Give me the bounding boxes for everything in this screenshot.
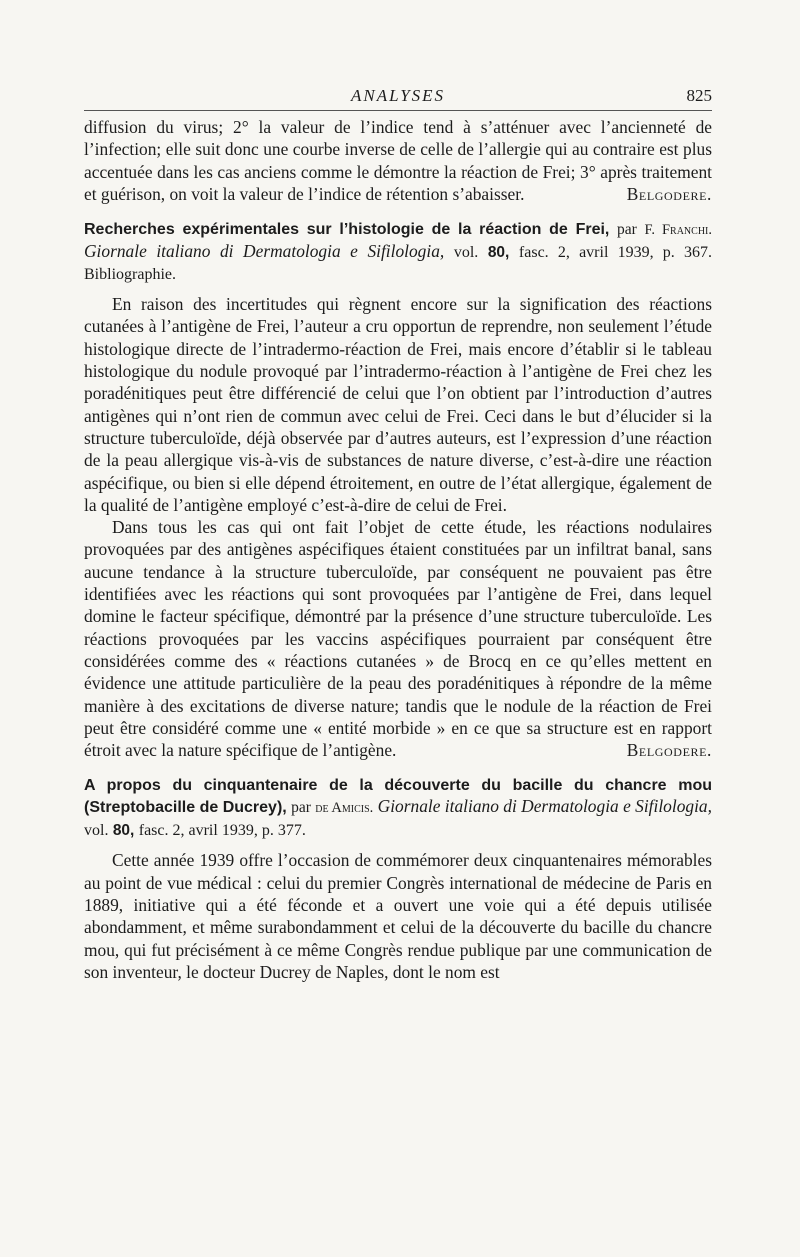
review-1-text: diffusion du virus; 2° la valeur de l’indice tend à s’atténuer avec l’ancienneté de l’infection; elle suit donc une courbe inverse de celle de l’allergie qui au contraire est plus accentuée dans les cas anciens comme le démontre la réaction de Frei; 3° après traitement et guérison, on voit la valeur de l’indice de rétention s’abaisser. (84, 117, 712, 204)
review-1-body (84, 116, 712, 205)
running-header (84, 86, 712, 110)
review-1-signature: Belgodere. (626, 183, 712, 204)
review-2-vol-label: vol. (453, 244, 479, 262)
header-rule (84, 110, 712, 111)
running-title: ANALYSES (350, 86, 446, 105)
review-2-by: par (617, 221, 637, 239)
review-3-vol-number: 80, (112, 822, 135, 840)
review-3-heading (84, 774, 712, 841)
review-2-journal: Giornale italiano di Dermatologia e Sifilologia, (84, 241, 445, 262)
review-2-heading (84, 218, 712, 285)
review-2-title: Recherches expérimentales sur l’histologie de la réaction de Frei, (84, 221, 610, 239)
review-3-journal: Giornale italiano di Dermatologia e Sifilologia, (377, 796, 712, 817)
review-3-paragraph: Cette année 1939 offre l’occasion de commémorer deux cinquantenaires mémorables au point de vue médical : celui du premier Congrès international de médecine de Paris en 1889, initiative qui a été féconde et a ouvert une voie qui a été depuis utilisée abondamment, et même surabondamment et celui de la découverte du bacille du chancre mou, qui fut précisément à ce même Congrès rendue publique par une communication de son inventeur, le docteur Ducrey de Naples, dont le nom est (84, 850, 712, 982)
review-2-vol-number: 80, (487, 244, 510, 262)
review-2-paragraph-1: En raison des incertitudes qui règnent encore sur la signification des réactions cutanées à l’antigène de Frei, l’auteur a cru opportun de reprendre, non seulement l’étude histologique directe de l’intradermo-réaction de Frei, mais encore d’établir si le tableau histologique du nodule provoqué par l’intradermo-réaction à l’antigène de Frei chez les poradénitiques peut être différencié de celui que l’on obtient par l’introduction d’autres antigènes qui n’ont rien de commun avec celui de Frei. Ceci dans le but d’élucider si la structure tuberculoïde, déjà observée par d’autres auteurs, est l’expression d’une réaction de la peau allergique vis-à-vis de substances de nature diverse, c’est-à-dire une réaction aspécifique, ou bien si elle dépend étroitement, en outre de l’état allergique, également de la qualité de l’antigène employé c’est-à-dire de celui de Frei. (84, 294, 712, 515)
review-2-author: F. Franchi. (644, 222, 712, 239)
review-2-signature: Belgodere. (626, 740, 712, 761)
page-content (84, 116, 712, 983)
page-number: 825 (686, 86, 712, 105)
review-3-vol-label: vol. (84, 822, 109, 840)
review-3-author: de Amicis. (315, 800, 374, 817)
review-2-reference: fasc. 2, avril 1939, p. 367. Bibliographie. (84, 244, 712, 284)
review-2-paragraph-2 (84, 516, 712, 761)
review-3-title: A propos du cinquantenaire de la découverte du bacille du chancre mou (Streptobacille de Ducrey), (84, 777, 712, 817)
review-3-by: par (291, 799, 311, 817)
review-3-reference: fasc. 2, avril 1939, p. 377. (138, 822, 306, 840)
review-2-paragraph-2-text: Dans tous les cas qui ont fait l’objet de cette étude, les réactions nodulaires provoquées par des antigènes aspécifiques étaient constituées par un infiltrat banal, sans aucune tendance à la structure tuberculoïde, par conséquent ne pouvaient pas être identifiées avec les réactions qui sont provoquées par l’antigène de Frei, dans lequel domine le facteur spécifique, démontré par la présence d’une structure tuberculoïde. Les réactions provoquées par les vaccins aspécifiques pourraient par conséquent être considérées comme des « réactions cutanées » de Brocq en ce qu’elles mettent en évidence une attitude particulière de la peau des poradénitiques à répondre de la même manière à des excitations de diverse nature; tandis que le nodule de la réaction de Frei peut être considéré comme une « entité morbide » en ce que sa structure est en rapport étroit avec la nature spécifique de l’antigène. (84, 517, 712, 761)
